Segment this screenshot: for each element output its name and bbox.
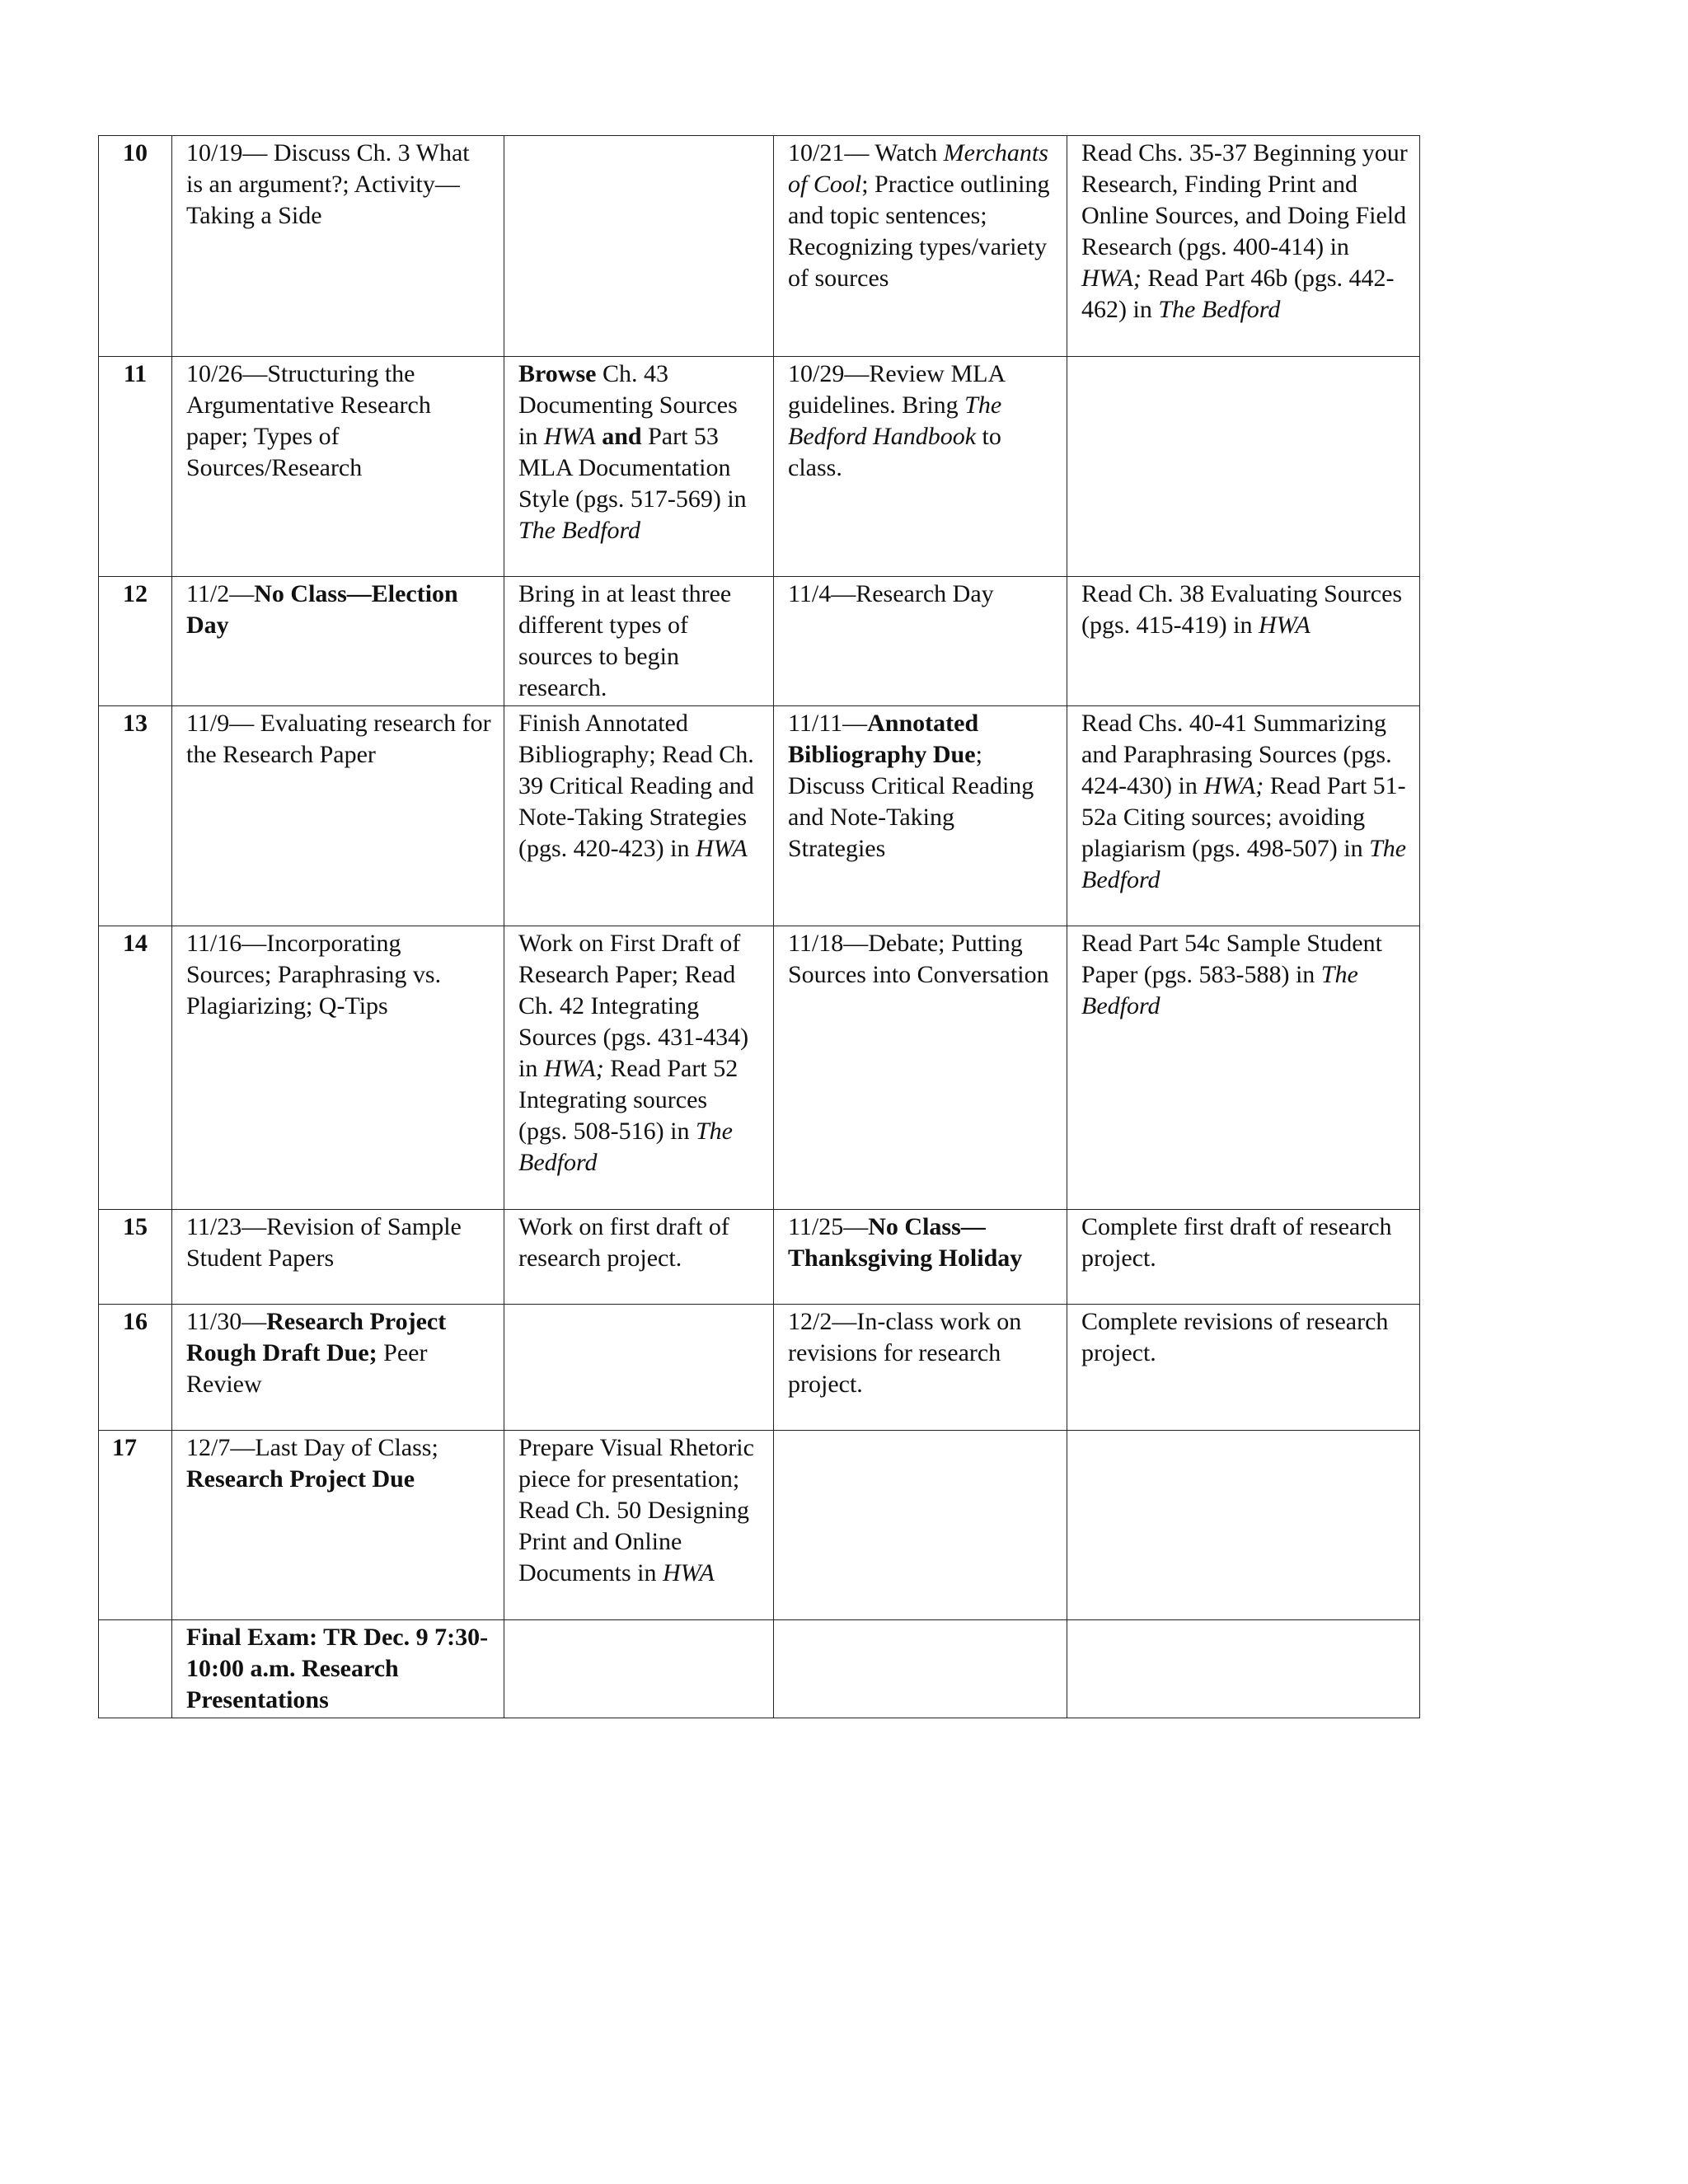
text-run: 11/4—Research Day [788,580,994,607]
assignment-cell [504,706,774,926]
text-run: Bring in at least three different types of sources to begin research. [518,580,732,701]
week-number: 11 [99,357,172,577]
text-run: Read Chs. 40-41 Summarizing and Paraphrasing Sources (pgs. 424-430) in [1081,710,1392,799]
first-class-meeting-cell [172,926,504,1210]
first-class-meeting-cell [172,1431,504,1620]
reading-cell [1067,1305,1420,1431]
first-class-meeting-cell [172,357,504,577]
bold-text-run: Research Project Due [186,1465,415,1493]
text-run: 11/25— [788,1213,869,1240]
week-number: 12 [99,577,172,706]
italic-title-run: HWA [1258,612,1311,639]
week-number: 17 [99,1431,172,1620]
italic-title-run: HWA; [1203,772,1264,799]
week-number: 16 [99,1305,172,1431]
text-run: Ch. 43 Documenting Sources in [518,360,738,450]
reading-cell [1067,1210,1420,1305]
first-class-meeting-cell [172,1210,504,1305]
schedule-row-week-16 [99,1305,1420,1431]
text-run: 10/21— Watch [788,139,944,166]
text-run: 11/9— Evaluating research for the Research Paper [186,710,491,768]
week-number [99,1620,172,1718]
bold-text-run: No Class—Thanksgiving Holiday [788,1213,1023,1272]
bold-text-run: and [602,423,642,450]
italic-title-run: HWA [543,423,596,450]
italic-title-run: The Bedford [1081,835,1407,893]
assignment-cell [504,1431,774,1620]
text-run: Read Part 51-52a Citing sources; avoiding plagiarism (pgs. 498-507) in [1081,772,1406,862]
bold-text-run: Annotated Bibliography Due [788,710,979,768]
italic-title-run: Merchants of Cool [788,139,1048,198]
italic-title-run: The Bedford [518,1118,733,1176]
text-run: Finish Annotated Bibliography; Read Ch. 39 Critical Reading and Note-Taking Strategies (pgs. 420-423) in [518,710,754,862]
text-run: 12/2—In-class work on revisions for research project. [788,1308,1022,1398]
reading-cell [1067,706,1420,926]
second-class-meeting-cell [774,136,1067,357]
text-run: Complete revisions of research project. [1081,1308,1389,1366]
schedule-row-week-11 [99,357,1420,577]
second-class-meeting-cell [774,357,1067,577]
text-run: 11/2— [186,580,255,607]
text-run: ; Practice outlining and topic sentences; Recognizing types/variety of sources [788,171,1050,292]
first-class-meeting-cell [172,577,504,706]
italic-title-run: The Bedford [1158,296,1281,323]
text-run: Work on First Draft of Research Paper; Read Ch. 42 Integrating Sources (pgs. 431-434) in [518,930,749,1082]
schedule-row-week-14 [99,926,1420,1210]
text-run: Prepare Visual Rhetoric piece for presentation; Read Ch. 50 Designing Print and Online Documents in [518,1434,754,1586]
second-class-meeting-cell [774,1210,1067,1305]
bold-text-run: Final Exam: TR Dec. 9 7:30-10:00 a.m. Research Presentations [186,1624,489,1713]
italic-title-run: HWA; [1081,265,1142,292]
schedule-row-week-12 [99,577,1420,706]
reading-cell [1067,577,1420,706]
text-run: to class. [788,423,1001,481]
assignment-cell [504,1305,774,1431]
italic-title-run: HWA [695,835,748,862]
text-run: 11/16—Incorporating Sources; Paraphrasing vs. Plagiarizing; Q-Tips [186,930,442,1019]
first-class-meeting-cell [172,1305,504,1431]
text-run: Read Part 52 Integrating sources (pgs. 508-516) in [518,1055,738,1145]
first-class-meeting-cell [172,706,504,926]
first-class-meeting-cell [172,136,504,357]
text-run: Read Part 54c Sample Student Paper (pgs. 583-588) in [1081,930,1382,988]
schedule-row-week-17 [99,1431,1420,1620]
second-class-meeting-cell [774,1305,1067,1431]
second-class-meeting-cell [774,577,1067,706]
text-run: Read Chs. 35-37 Beginning your Research, Finding Print and Online Sources, and Doing Field Research (pgs. 400-414) in [1081,139,1408,260]
text-run: 12/7—Last Day of Class; [186,1434,438,1461]
text-run: Read Part 46b (pgs. 442-462) in [1081,265,1395,323]
week-number: 13 [99,706,172,926]
italic-title-run: The Bedford [518,517,641,544]
schedule-row-week-13 [99,706,1420,926]
reading-cell [1067,926,1420,1210]
bold-text-run: Browse [518,360,597,387]
reading-cell [1067,1431,1420,1620]
text-run: 10/19— Discuss Ch. 3 What is an argument?; Activity—Taking a Side [186,139,470,229]
assignment-cell [504,577,774,706]
text-run: 10/26—Structuring the Argumentative Research paper; Types of Sources/Research [186,360,431,481]
text-run: 11/23—Revision of Sample Student Papers [186,1213,462,1272]
second-class-meeting-cell [774,926,1067,1210]
assignment-cell [504,1210,774,1305]
second-class-meeting-cell [774,1620,1067,1718]
schedule-row-week-15 [99,1210,1420,1305]
text-run: Part 53 MLA Documentation Style (pgs. 517-569) in [518,423,747,513]
assignment-cell [504,926,774,1210]
first-class-meeting-cell [172,1620,504,1718]
week-number: 10 [99,136,172,357]
assignment-cell [504,357,774,577]
second-class-meeting-cell [774,706,1067,926]
course-schedule-table [98,135,1420,1718]
reading-cell [1067,136,1420,357]
assignment-cell [504,1620,774,1718]
week-number: 15 [99,1210,172,1305]
text-run: Peer Review [186,1339,428,1398]
italic-title-run: The Bedford [1081,961,1358,1019]
schedule-row-week-10 [99,136,1420,357]
text-run: Complete first draft of research project. [1081,1213,1392,1272]
schedule-row-final-exam [99,1620,1420,1718]
italic-title-run: HWA [662,1559,715,1586]
second-class-meeting-cell [774,1431,1067,1620]
text-run: 10/29—Review MLA guidelines. Bring [788,360,1005,419]
week-number: 14 [99,926,172,1210]
bold-text-run: No Class—Election Day [186,580,458,639]
text-run: 11/18—Debate; Putting Sources into Conversation [788,930,1049,988]
assignment-cell [504,136,774,357]
text-run: 11/11— [788,710,868,737]
bold-text-run: Research Project Rough Draft Due; [186,1308,447,1366]
italic-title-run: HWA; [543,1055,604,1082]
italic-title-run: The Bedford Handbook [788,391,1002,450]
text-run: 11/30— [186,1308,267,1335]
text-run: Work on first draft of research project. [518,1213,729,1272]
text-run: Read Ch. 38 Evaluating Sources (pgs. 415-419) in [1081,580,1403,639]
text-run: ; Discuss Critical Reading and Note-Taking Strategies [788,741,1034,862]
reading-cell [1067,357,1420,577]
reading-cell [1067,1620,1420,1718]
